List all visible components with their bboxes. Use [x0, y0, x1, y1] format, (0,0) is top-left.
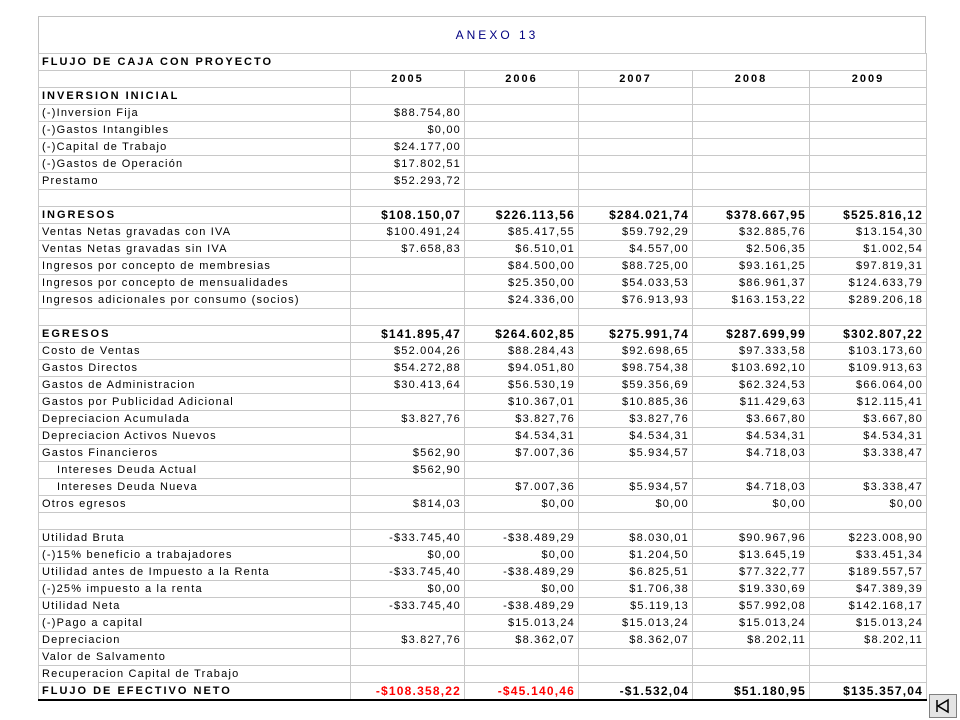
section-row — [39, 88, 927, 105]
value-cell: $88.754,80 — [351, 105, 465, 122]
table-row — [39, 224, 927, 241]
row-label: Ventas Netas gravadas sin IVA — [39, 241, 351, 258]
value-cell — [579, 122, 693, 139]
value-cell: $47.389,39 — [810, 581, 927, 598]
value-cell: $0,00 — [465, 581, 579, 598]
value-cell: $93.161,25 — [693, 258, 810, 275]
value-cell: $226.113,56 — [465, 207, 579, 224]
value-cell: $1.002,54 — [810, 241, 927, 258]
value-cell — [693, 173, 810, 190]
annex-title: ANEXO 13 — [455, 28, 539, 42]
value-cell: $4.718,03 — [693, 479, 810, 496]
value-cell: $814,03 — [351, 496, 465, 513]
value-cell — [810, 462, 927, 479]
value-cell: $109.913,63 — [810, 360, 927, 377]
value-cell: $5.119,13 — [579, 598, 693, 615]
value-cell: $59.792,29 — [579, 224, 693, 241]
row-label: Recuperacion Capital de Trabajo — [39, 666, 351, 683]
value-cell: $10.367,01 — [465, 394, 579, 411]
value-cell: $108.150,07 — [351, 207, 465, 224]
value-cell: $4.534,31 — [810, 428, 927, 445]
table-row — [39, 173, 927, 190]
table-row — [39, 258, 927, 275]
year-header: 2008 — [693, 71, 810, 88]
value-cell: $56.530,19 — [465, 377, 579, 394]
value-cell: $13.645,19 — [693, 547, 810, 564]
value-cell: $7.007,36 — [465, 445, 579, 462]
value-cell — [465, 666, 579, 683]
value-cell: $163.153,22 — [693, 292, 810, 309]
row-label: Ingresos por concepto de mensualidades — [39, 275, 351, 292]
value-cell: -$33.745,40 — [351, 564, 465, 581]
row-label: Intereses Deuda Nueva — [39, 479, 351, 496]
value-cell — [810, 190, 927, 207]
value-cell: $7.007,36 — [465, 479, 579, 496]
value-cell: $4.718,03 — [693, 445, 810, 462]
row-label — [39, 309, 351, 326]
value-cell: $103.173,60 — [810, 343, 927, 360]
section-row — [39, 326, 927, 343]
value-cell — [465, 88, 579, 105]
value-cell: $77.322,77 — [693, 564, 810, 581]
value-cell: $84.500,00 — [465, 258, 579, 275]
table-row — [39, 632, 927, 649]
value-cell — [579, 190, 693, 207]
value-cell — [465, 649, 579, 666]
value-cell — [693, 139, 810, 156]
row-label: Otros egresos — [39, 496, 351, 513]
total-row — [39, 683, 927, 701]
value-cell — [465, 462, 579, 479]
value-cell — [693, 513, 810, 530]
table-row — [39, 377, 927, 394]
value-cell — [579, 462, 693, 479]
value-cell — [693, 666, 810, 683]
row-label: Gastos por Publicidad Adicional — [39, 394, 351, 411]
previous-slide-button[interactable] — [929, 694, 957, 718]
table-row — [39, 445, 927, 462]
value-cell — [465, 190, 579, 207]
table-row — [39, 564, 927, 581]
value-cell — [465, 309, 579, 326]
value-cell — [810, 105, 927, 122]
row-label: (-)Gastos Intangibles — [39, 122, 351, 139]
value-cell: $97.819,31 — [810, 258, 927, 275]
value-cell: $5.934,57 — [579, 445, 693, 462]
table-row — [39, 156, 927, 173]
value-cell — [465, 139, 579, 156]
value-cell: $52.004,26 — [351, 343, 465, 360]
value-cell — [465, 156, 579, 173]
value-cell: $2.506,35 — [693, 241, 810, 258]
value-cell — [693, 105, 810, 122]
value-cell: -$33.745,40 — [351, 598, 465, 615]
table-row — [39, 462, 927, 479]
value-cell: $4.557,00 — [579, 241, 693, 258]
blank-row — [39, 309, 927, 326]
value-cell: $3.827,76 — [465, 411, 579, 428]
value-cell: $0,00 — [579, 496, 693, 513]
row-label: (-)15% beneficio a trabajadores — [39, 547, 351, 564]
value-cell: $12.115,41 — [810, 394, 927, 411]
value-cell: $3.338,47 — [810, 445, 927, 462]
value-cell: $3.827,76 — [351, 632, 465, 649]
value-cell: $51.180,95 — [693, 683, 810, 701]
value-cell: $15.013,24 — [465, 615, 579, 632]
value-cell: $378.667,95 — [693, 207, 810, 224]
table-row — [39, 105, 927, 122]
value-cell: $86.961,37 — [693, 275, 810, 292]
row-label: INVERSION INICIAL — [39, 88, 351, 105]
value-cell: $90.967,96 — [693, 530, 810, 547]
row-label: Ventas Netas gravadas con IVA — [39, 224, 351, 241]
table-row — [39, 275, 927, 292]
table-row — [39, 649, 927, 666]
value-cell: $124.633,79 — [810, 275, 927, 292]
value-cell: $24.336,00 — [465, 292, 579, 309]
value-cell: $25.350,00 — [465, 275, 579, 292]
value-cell — [579, 139, 693, 156]
value-cell — [579, 173, 693, 190]
value-cell: $98.754,38 — [579, 360, 693, 377]
value-cell: $289.206,18 — [810, 292, 927, 309]
table-row — [39, 547, 927, 564]
row-label: Prestamo — [39, 173, 351, 190]
value-cell — [810, 122, 927, 139]
value-cell — [810, 649, 927, 666]
value-cell — [579, 309, 693, 326]
value-cell: $284.021,74 — [579, 207, 693, 224]
value-cell: $52.293,72 — [351, 173, 465, 190]
value-cell: $264.602,85 — [465, 326, 579, 343]
section-row — [39, 207, 927, 224]
value-cell: $6.510,01 — [465, 241, 579, 258]
value-cell — [810, 513, 927, 530]
value-cell — [693, 649, 810, 666]
row-label: Gastos de Administracion — [39, 377, 351, 394]
value-cell: $11.429,63 — [693, 394, 810, 411]
row-label: INGRESOS — [39, 207, 351, 224]
table-row — [39, 666, 927, 683]
row-label — [39, 513, 351, 530]
table-row — [39, 394, 927, 411]
table-row — [39, 479, 927, 496]
value-cell: $0,00 — [465, 496, 579, 513]
value-cell: $3.667,80 — [810, 411, 927, 428]
row-label: Ingresos por concepto de membresias — [39, 258, 351, 275]
value-cell: $8.030,01 — [579, 530, 693, 547]
value-cell — [351, 309, 465, 326]
value-cell: $57.992,08 — [693, 598, 810, 615]
table-row — [39, 360, 927, 377]
value-cell — [351, 394, 465, 411]
value-cell — [351, 615, 465, 632]
value-cell: $8.362,07 — [465, 632, 579, 649]
row-label: Costo de Ventas — [39, 343, 351, 360]
year-header: 2009 — [810, 71, 927, 88]
table-row — [39, 139, 927, 156]
row-label: FLUJO DE EFECTIVO NETO — [39, 683, 351, 701]
value-cell: $562,90 — [351, 462, 465, 479]
value-cell: $33.451,34 — [810, 547, 927, 564]
value-cell — [693, 122, 810, 139]
row-label: (-)25% impuesto a la renta — [39, 581, 351, 598]
value-cell: -$45.140,46 — [465, 683, 579, 701]
value-cell — [810, 309, 927, 326]
value-cell — [579, 88, 693, 105]
value-cell: $525.816,12 — [810, 207, 927, 224]
value-cell — [810, 139, 927, 156]
row-label: Depreciacion Activos Nuevos — [39, 428, 351, 445]
value-cell — [351, 258, 465, 275]
value-cell: $97.333,58 — [693, 343, 810, 360]
value-cell: $17.802,51 — [351, 156, 465, 173]
row-label: (-)Inversion Fija — [39, 105, 351, 122]
row-label: EGRESOS — [39, 326, 351, 343]
value-cell: $100.491,24 — [351, 224, 465, 241]
value-cell: $142.168,17 — [810, 598, 927, 615]
value-cell: $302.807,22 — [810, 326, 927, 343]
blank-row — [39, 513, 927, 530]
value-cell — [465, 105, 579, 122]
value-cell: $85.417,55 — [465, 224, 579, 241]
value-cell — [579, 666, 693, 683]
value-cell: $7.658,83 — [351, 241, 465, 258]
value-cell — [351, 275, 465, 292]
table-row — [39, 598, 927, 615]
value-cell: $10.885,36 — [579, 394, 693, 411]
value-cell: $24.177,00 — [351, 139, 465, 156]
value-cell: -$38.489,29 — [465, 564, 579, 581]
value-cell: $0,00 — [351, 581, 465, 598]
value-cell — [351, 479, 465, 496]
value-cell: $3.827,76 — [579, 411, 693, 428]
value-cell: $66.064,00 — [810, 377, 927, 394]
table-row — [39, 122, 927, 139]
year-header: 2007 — [579, 71, 693, 88]
value-cell: $15.013,24 — [693, 615, 810, 632]
row-label: Utilidad Bruta — [39, 530, 351, 547]
value-cell — [810, 156, 927, 173]
table-row — [39, 496, 927, 513]
table-row — [39, 411, 927, 428]
value-cell — [351, 666, 465, 683]
value-cell: $189.557,57 — [810, 564, 927, 581]
value-cell — [465, 173, 579, 190]
value-cell: $54.033,53 — [579, 275, 693, 292]
value-cell: $223.008,90 — [810, 530, 927, 547]
table-row — [39, 241, 927, 258]
value-cell: $3.827,76 — [351, 411, 465, 428]
value-cell: $141.895,47 — [351, 326, 465, 343]
value-cell: $3.667,80 — [693, 411, 810, 428]
value-cell: $92.698,65 — [579, 343, 693, 360]
value-cell — [351, 292, 465, 309]
blank-row — [39, 190, 927, 207]
value-cell: $76.913,93 — [579, 292, 693, 309]
value-cell: $1.706,38 — [579, 581, 693, 598]
value-cell: -$38.489,29 — [465, 598, 579, 615]
value-cell — [351, 649, 465, 666]
value-cell: $287.699,99 — [693, 326, 810, 343]
row-label: Depreciacion — [39, 632, 351, 649]
value-cell — [465, 122, 579, 139]
row-label: Utilidad Neta — [39, 598, 351, 615]
table-row — [39, 343, 927, 360]
value-cell: $19.330,69 — [693, 581, 810, 598]
value-cell — [810, 173, 927, 190]
table-row — [39, 428, 927, 445]
value-cell: $8.202,11 — [693, 632, 810, 649]
previous-slide-icon — [934, 698, 952, 714]
value-cell: $88.725,00 — [579, 258, 693, 275]
value-cell: $562,90 — [351, 445, 465, 462]
value-cell — [579, 156, 693, 173]
row-label: Valor de Salvamento — [39, 649, 351, 666]
value-cell: $4.534,31 — [579, 428, 693, 445]
year-header: 2005 — [351, 71, 465, 88]
row-label: Ingresos adicionales por consumo (socios) — [39, 292, 351, 309]
value-cell — [693, 88, 810, 105]
value-cell: $32.885,76 — [693, 224, 810, 241]
value-cell: $6.825,51 — [579, 564, 693, 581]
row-label: Intereses Deuda Actual — [39, 462, 351, 479]
row-label: (-)Gastos de Operación — [39, 156, 351, 173]
value-cell — [579, 105, 693, 122]
value-cell: $62.324,53 — [693, 377, 810, 394]
value-cell: $15.013,24 — [810, 615, 927, 632]
value-cell — [693, 309, 810, 326]
value-cell: $0,00 — [810, 496, 927, 513]
row-label — [39, 190, 351, 207]
value-cell: $0,00 — [351, 547, 465, 564]
row-label: (-)Pago a capital — [39, 615, 351, 632]
value-cell: -$33.745,40 — [351, 530, 465, 547]
value-cell: $0,00 — [693, 496, 810, 513]
value-cell: $5.934,57 — [579, 479, 693, 496]
year-header: 2006 — [465, 71, 579, 88]
value-cell — [810, 88, 927, 105]
table-row — [39, 530, 927, 547]
value-cell — [693, 190, 810, 207]
value-cell: $103.692,10 — [693, 360, 810, 377]
table-caption: FLUJO DE CAJA CON PROYECTO — [39, 54, 927, 71]
value-cell: $8.362,07 — [579, 632, 693, 649]
value-cell: $13.154,30 — [810, 224, 927, 241]
value-cell: $0,00 — [465, 547, 579, 564]
table-row — [39, 292, 927, 309]
row-label: Gastos Directos — [39, 360, 351, 377]
value-cell: $94.051,80 — [465, 360, 579, 377]
row-label: Utilidad antes de Impuesto a la Renta — [39, 564, 351, 581]
value-cell — [351, 88, 465, 105]
value-cell: $8.202,11 — [810, 632, 927, 649]
value-cell: $1.204,50 — [579, 547, 693, 564]
value-cell: $59.356,69 — [579, 377, 693, 394]
value-cell: $4.534,31 — [693, 428, 810, 445]
value-cell: $3.338,47 — [810, 479, 927, 496]
value-cell: -$1.532,04 — [579, 683, 693, 701]
value-cell — [465, 513, 579, 530]
value-cell — [693, 156, 810, 173]
year-header-row — [39, 71, 927, 88]
value-cell: -$108.358,22 — [351, 683, 465, 701]
table-row — [39, 581, 927, 598]
value-cell: $88.284,43 — [465, 343, 579, 360]
header-blank-cell — [39, 71, 351, 88]
caption-row — [39, 54, 927, 71]
row-label: (-)Capital de Trabajo — [39, 139, 351, 156]
value-cell: $54.272,88 — [351, 360, 465, 377]
value-cell: $275.991,74 — [579, 326, 693, 343]
cash-flow-table — [38, 53, 927, 701]
value-cell — [693, 462, 810, 479]
row-label: Gastos Financieros — [39, 445, 351, 462]
value-cell: $4.534,31 — [465, 428, 579, 445]
value-cell: $0,00 — [351, 122, 465, 139]
value-cell — [351, 513, 465, 530]
row-label: Depreciacion Acumulada — [39, 411, 351, 428]
value-cell: -$38.489,29 — [465, 530, 579, 547]
value-cell — [810, 666, 927, 683]
value-cell — [579, 513, 693, 530]
value-cell: $135.357,04 — [810, 683, 927, 701]
title-row — [38, 16, 926, 53]
spreadsheet — [38, 16, 926, 701]
value-cell: $30.413,64 — [351, 377, 465, 394]
value-cell: $15.013,24 — [579, 615, 693, 632]
value-cell — [351, 190, 465, 207]
value-cell — [351, 428, 465, 445]
table-row — [39, 615, 927, 632]
value-cell — [579, 649, 693, 666]
